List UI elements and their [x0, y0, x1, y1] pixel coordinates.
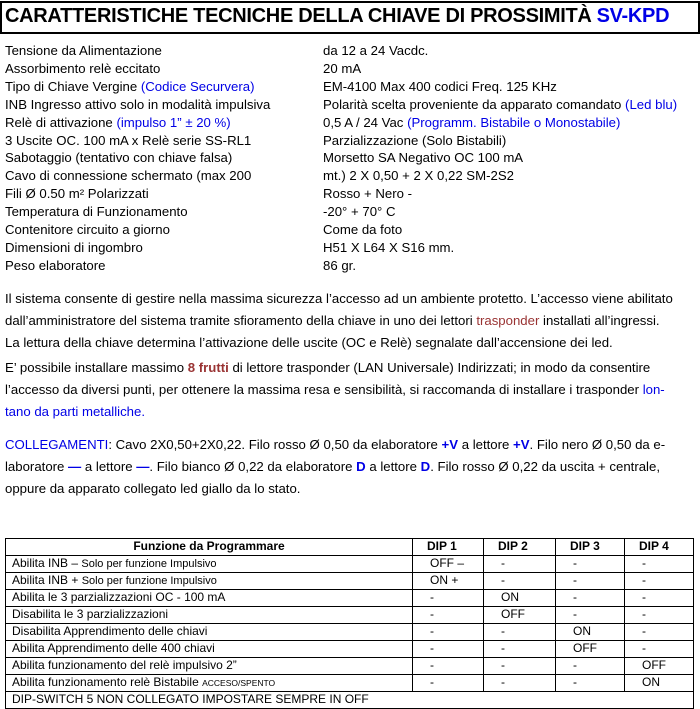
table-cell-dip: OFF [484, 606, 556, 623]
spec-list [5, 42, 700, 275]
text-segment: Tipo di Chiave Vergine [5, 78, 141, 94]
spec-value [323, 167, 700, 185]
paragraph-line [5, 332, 697, 354]
table-cell-dip: ON [484, 589, 556, 606]
text-segment: oppure da apparato collegato led giallo da lo stato. [5, 480, 301, 496]
dip-table-body [6, 555, 694, 708]
table-cell-dip: - [484, 640, 556, 657]
table-cell-dip: ON [556, 623, 625, 640]
text-segment: (Codice Securvera) [140, 78, 255, 94]
table-cell-dip: - [484, 674, 556, 691]
text-segment: Abilita INB + [12, 572, 82, 587]
table-cell-dip: - [484, 623, 556, 640]
table-cell-dip: - [413, 589, 484, 606]
paragraph-line [5, 288, 697, 310]
table-cell-dip: - [625, 623, 694, 640]
text-segment: (impulso 1” ± 20 %) [116, 114, 231, 130]
text-segment: COLLEGAMENTI [5, 436, 109, 452]
spec-row [5, 167, 700, 185]
table-row [6, 623, 694, 640]
spec-value [323, 185, 700, 203]
table-row [6, 674, 694, 691]
spec-value [323, 114, 700, 132]
spec-row [5, 185, 700, 203]
text-segment: Solo per funzione Impulsivo [81, 574, 217, 587]
text-segment: . Filo nero Ø 0,50 da e- [529, 436, 666, 452]
spec-value [323, 60, 700, 78]
text-segment: . Filo rosso Ø 0,22 da uscita + centrale, [430, 458, 660, 474]
text-segment: l’accesso da diversi punti, per ottenere la massima resa e sensibilità, si raccomanda di installare i trasponder [5, 381, 643, 397]
column-header-dip: DIP 1 [413, 538, 484, 555]
text-segment: Sabotaggio (tentativo con chiave falsa) [5, 150, 233, 166]
table-cell-dip: - [484, 555, 556, 572]
text-segment: dall’amministratore del sistema tramite sfioramento della chiave in uno dei lettori [5, 312, 477, 328]
spec-value [323, 42, 700, 60]
table-footer-cell: DIP-SWITCH 5 NON COLLEGATO IMPOSTARE SEMPRE IN OFF [6, 691, 694, 708]
spec-label [5, 167, 323, 185]
table-cell-dip: OFF – [413, 555, 484, 572]
spec-row [5, 132, 700, 150]
text-segment: Abilita funzionamento del relè impulsivo 2” [12, 658, 237, 673]
spec-label [5, 149, 323, 167]
spec-label [5, 185, 323, 203]
table-header-row [6, 538, 694, 555]
spec-label [5, 96, 323, 114]
text-segment: Polarità scelta proveniente da apparato comandato [323, 96, 626, 112]
spec-row [5, 96, 700, 114]
text-segment: 0,5 A / 24 Vac [323, 114, 408, 130]
text-segment: — [68, 458, 82, 474]
spec-value [323, 257, 700, 275]
text-segment: Disabilita Apprendimento delle chiavi [12, 624, 208, 639]
text-segment: laboratore [5, 458, 69, 474]
spec-label [5, 114, 323, 132]
text-segment: Come da foto [323, 222, 403, 238]
paragraph-line [5, 379, 697, 401]
table-cell-dip: OFF [556, 640, 625, 657]
title-text: CARATTERISTICHE TECNICHE DELLA CHIAVE DI PROSSIMITÀ [5, 5, 592, 27]
text-segment: da 12 a 24 Vacdc. [323, 43, 429, 58]
text-segment: 86 gr. [323, 257, 356, 273]
spec-value [323, 149, 700, 167]
paragraph-line [5, 401, 697, 423]
text-segment: Rosso + Nero - [323, 186, 413, 202]
text-segment: — [136, 458, 150, 474]
paragraph-line [5, 310, 697, 332]
spec-value [323, 78, 700, 96]
text-segment: INB Ingresso attivo solo in modalità impulsiva [5, 96, 271, 112]
text-segment: Abilita le 3 parzializzazioni OC - 100 mA [12, 590, 226, 605]
table-cell-dip: - [556, 657, 625, 674]
table-cell-dip: - [625, 606, 694, 623]
table-row [6, 572, 694, 589]
text-segment: Tensione da Alimentazione [5, 43, 162, 58]
spec-label [5, 257, 323, 275]
page-title [0, 1, 700, 34]
spec-row [5, 257, 700, 275]
text-segment: Temperatura di Funzionamento [5, 204, 188, 220]
text-segment: Parzializzazione (Solo Bistabili) [323, 132, 507, 148]
spec-row [5, 221, 700, 239]
text-segment: Contenitore circuito a giorno [5, 222, 170, 238]
paragraph-line [5, 357, 697, 379]
table-cell-dip: - [413, 606, 484, 623]
table-cell-function [6, 657, 413, 674]
table-cell-function [6, 589, 413, 606]
text-segment: +V [513, 436, 530, 452]
table-cell-dip: - [556, 674, 625, 691]
spec-label [5, 203, 323, 221]
column-header-funzione: Funzione da Programmare [6, 538, 413, 555]
text-segment: installati all’ingressi. [539, 312, 660, 328]
table-row [6, 657, 694, 674]
paragraph-line [5, 434, 697, 456]
table-cell-function [6, 674, 413, 691]
table-cell-dip: - [413, 623, 484, 640]
table-cell-dip: - [625, 572, 694, 589]
table-cell-dip: - [556, 572, 625, 589]
text-segment: 3 Uscite OC. 100 mA x Relè serie SS-RL1 [5, 132, 252, 148]
text-segment: Assorbimento relè eccitato [5, 60, 161, 76]
table-cell-function [6, 623, 413, 640]
dip-table-header [6, 538, 694, 555]
spec-row [5, 78, 700, 96]
spec-row [5, 42, 700, 60]
spec-label [5, 60, 323, 78]
spec-row [5, 114, 700, 132]
table-cell-dip: - [484, 657, 556, 674]
text-segment: (Led blu) [625, 96, 678, 112]
text-segment: +V [441, 436, 459, 452]
title-model: SV-KPD [596, 5, 670, 27]
text-segment: . Filo bianco Ø 0,22 da elaboratore [149, 458, 357, 474]
table-cell-function [6, 606, 413, 623]
table-cell-dip: - [413, 657, 484, 674]
text-segment: H51 X L64 X S16 mm. [323, 239, 455, 255]
text-segment: a lettore [81, 458, 137, 474]
table-cell-function [6, 572, 413, 589]
spec-row [5, 149, 700, 167]
text-segment: Solo per funzione Impulsivo [81, 557, 217, 570]
text-segment: E’ possibile installare massimo [5, 359, 188, 375]
text-segment: Morsetto SA Negativo OC 100 mA [323, 150, 524, 166]
installation-paragraph [5, 357, 697, 423]
text-segment: trasponder [476, 312, 540, 328]
spec-row [5, 203, 700, 221]
spec-label [5, 78, 323, 96]
text-segment: di lettore trasponder (LAN Universale) Indirizzati; in modo da consentire [228, 359, 651, 375]
spec-value [323, 132, 700, 150]
text-segment: EM-4100 Max 400 codici Freq. 125 KHz [323, 78, 557, 94]
spec-label [5, 221, 323, 239]
text-segment: Fili Ø 0.50 m² Polarizzati [5, 186, 149, 202]
table-cell-dip: - [556, 555, 625, 572]
spec-value [323, 221, 700, 239]
table-cell-dip: - [625, 640, 694, 657]
text-segment: Abilita funzionamento relè Bistabile [12, 674, 203, 689]
dip-switch-table [5, 538, 694, 709]
spec-row [5, 239, 700, 257]
table-cell-dip: - [413, 640, 484, 657]
paragraph-line [5, 478, 697, 500]
table-cell-dip: ON [625, 674, 694, 691]
text-segment: Il sistema consente di gestire nella massima sicurezza l’accesso ad un ambiente protetto. L’accesso viene abilitato [5, 290, 673, 306]
table-cell-dip: ON + [413, 572, 484, 589]
table-cell-dip: - [556, 589, 625, 606]
text-segment: lon- [642, 381, 665, 397]
text-segment: a lettore [365, 458, 421, 474]
table-row [6, 589, 694, 606]
text-segment: Dimensioni di ingombro [5, 239, 143, 255]
table-cell-dip: - [556, 606, 625, 623]
table-footer-row [6, 691, 694, 708]
spec-value [323, 96, 700, 114]
description-paragraphs [5, 288, 697, 500]
column-header-dip: DIP 4 [625, 538, 694, 555]
text-segment: Relè di attivazione [5, 114, 117, 130]
text-segment: D [420, 458, 431, 474]
intro-paragraph [5, 288, 697, 354]
text-segment: (Programm. Bistabile o Monostabile) [407, 114, 621, 130]
table-cell-dip: - [484, 572, 556, 589]
text-segment: D [356, 458, 366, 474]
table-cell-function [6, 555, 413, 572]
table-cell-dip: - [413, 674, 484, 691]
table-cell-dip: OFF [625, 657, 694, 674]
text-segment: mt.) 2 X 0,50 + 2 X 0,22 SM-2S2 [323, 168, 514, 184]
spec-label [5, 132, 323, 150]
table-row [6, 555, 694, 572]
text-segment: Disabilita le 3 parzializzazioni [12, 607, 169, 622]
text-segment: La lettura della chiave determina l’attivazione delle uscite (OC e Relè) segnalate dall’accensione dei led. [5, 334, 613, 350]
text-segment: 8 frutti [187, 359, 229, 375]
text-segment: ACCESO/SPENTO [202, 677, 276, 688]
table-row [6, 640, 694, 657]
collegamenti-paragraph [5, 434, 697, 500]
text-segment: tano da parti metalliche. [5, 403, 146, 419]
text-segment: Cavo di connessione schermato (max 200 [5, 168, 252, 184]
paragraph-line [5, 456, 697, 478]
text-segment: Peso elaboratore [5, 257, 106, 273]
table-cell-function [6, 640, 413, 657]
spec-value [323, 203, 700, 221]
text-segment: 20 mA [323, 60, 362, 76]
text-segment: Abilita INB – [12, 555, 82, 570]
column-header-dip: DIP 2 [484, 538, 556, 555]
column-header-dip: DIP 3 [556, 538, 625, 555]
table-row [6, 606, 694, 623]
spec-label [5, 42, 323, 60]
text-segment: -20° + 70° C [323, 204, 396, 220]
table-cell-dip: - [625, 589, 694, 606]
text-segment: : Cavo 2X0,50+2X0,22. Filo rosso Ø 0,50 da elaboratore [108, 436, 442, 452]
text-segment: a lettore [458, 436, 514, 452]
text-segment: Abilita Apprendimento delle 400 chiavi [12, 641, 215, 656]
table-cell-dip: - [625, 555, 694, 572]
spec-value [323, 239, 700, 257]
spec-label [5, 239, 323, 257]
spec-row [5, 60, 700, 78]
